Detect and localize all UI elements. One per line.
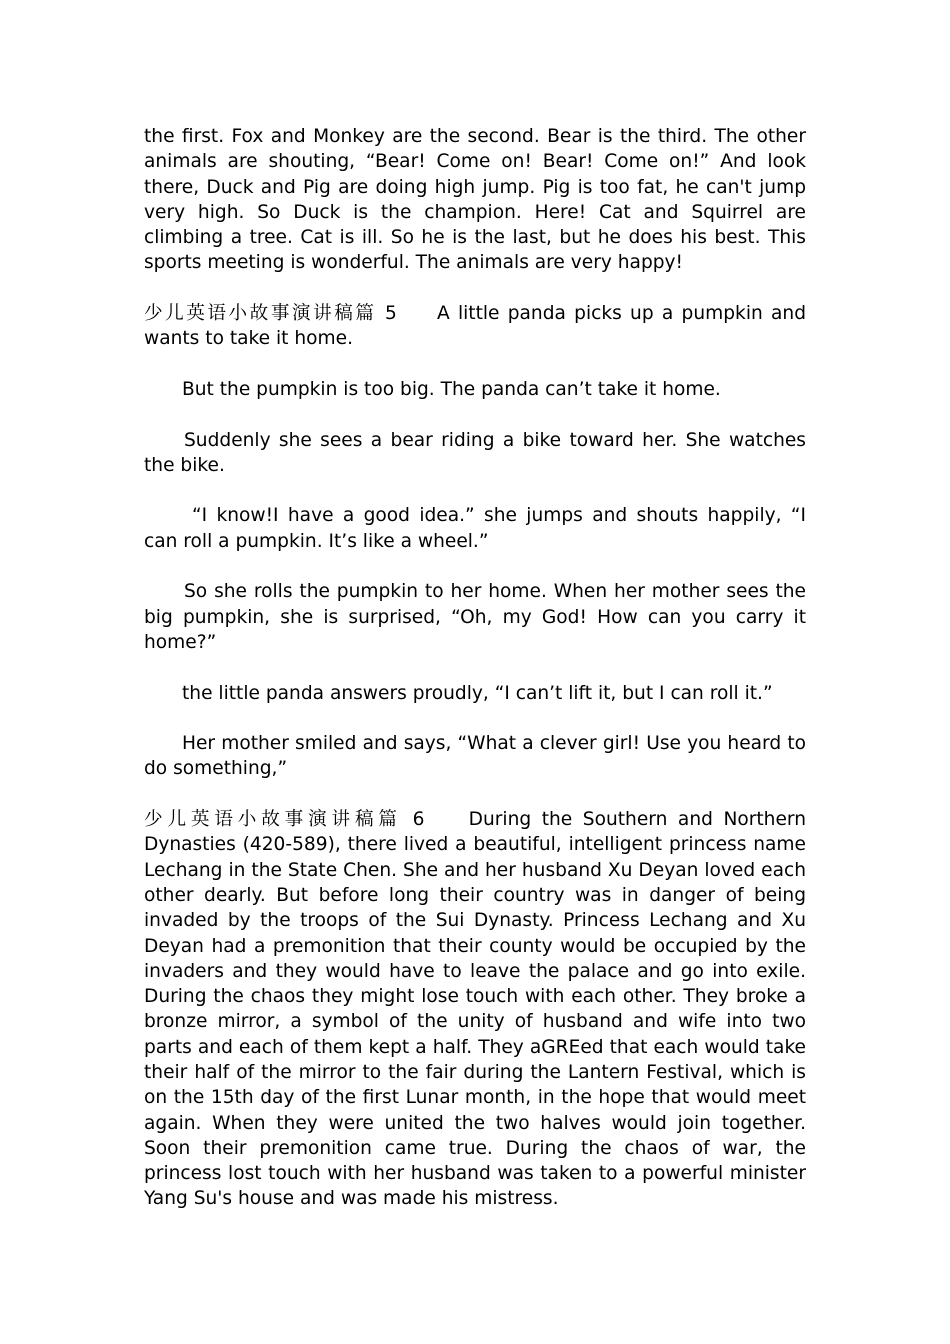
paragraph-mother-says xyxy=(144,731,806,782)
paragraph-panda-answers xyxy=(144,681,806,706)
paragraph-text: But the pumpkin is too big. The panda can’t take it home. xyxy=(182,378,721,400)
paragraph-text: A little panda picks up a pumpkin and wants to take it home. xyxy=(144,303,806,350)
paragraph-story-5-intro xyxy=(144,301,806,352)
paragraph-text: Her mother smiled and says, “What a clever girl! Use you heard to do something,” xyxy=(144,733,806,780)
paragraph-text: Suddenly she sees a bear riding a bike toward her. She watches the bike. xyxy=(144,429,806,476)
paragraph-story-6 xyxy=(144,807,806,1212)
paragraph-bear-bike xyxy=(144,428,806,479)
paragraph-text: During the Southern and Northern Dynasties (420-589), there lived a beautiful, intelligent princess name Lechang in the State Chen. She and her husband Xu Deyan loved each other dearly. But before long their country was in danger of being invaded by the troops of the Sui Dynasty. Princess Lechang and Xu Deyan had a premonition that their county would be occupied by the invaders and they would have to leave the palace and go into exile. During the chaos they might lose touch with each other. They broke a bronze mirror, a symbol of the unity of husband and wife into two parts and each of them kept a half. They aGREed that each would take their half of the mirror to the fair during the Lantern Festival, which is on the 15th day of the first Lunar month, in the hope that would meet again. When they were united the two halves would join together. Soon their premonition came true. During the chaos of war, the princess lost touch with her husband was taken to a powerful minister Yang Su's house and was made his mistress. xyxy=(144,809,807,1210)
paragraph-text: So she rolls the pumpkin to her home. When her mother sees the big pumpkin, she is surprised, “Oh, my God! How can you carry it home?” xyxy=(144,581,806,653)
paragraph-text: “I know!I have a good idea.” she jumps and shouts happily, “I can roll a pumpkin. It’s like a wheel.” xyxy=(144,505,806,552)
story-5-heading: 少儿英语小故事演讲稿篇 5 xyxy=(144,303,397,325)
paragraph-text: the little panda answers proudly, “I can’t lift it, but I can roll it.” xyxy=(182,682,773,704)
document-page xyxy=(144,124,806,1237)
paragraph-rolls-pumpkin xyxy=(144,579,806,655)
story-6-heading: 少儿英语小故事演讲稿篇 6 xyxy=(144,809,425,831)
paragraph-text: the first. Fox and Monkey are the second. Bear is the third. The other animals are shouting, “Bear! Come on! Bear! Come on!” And look there, Duck and Pig are doing high jump. Pig is too fat, he can't jump very high. So Duck is the champion. Here! Cat and Squirrel are climbing a tree. Cat is ill. So he is the last, but he does his best. This sports meeting is wonderful. The animals are very happy! xyxy=(144,126,806,274)
paragraph-sports-meeting xyxy=(144,124,806,276)
paragraph-good-idea xyxy=(144,503,806,554)
paragraph-pumpkin-too-big xyxy=(144,377,806,402)
